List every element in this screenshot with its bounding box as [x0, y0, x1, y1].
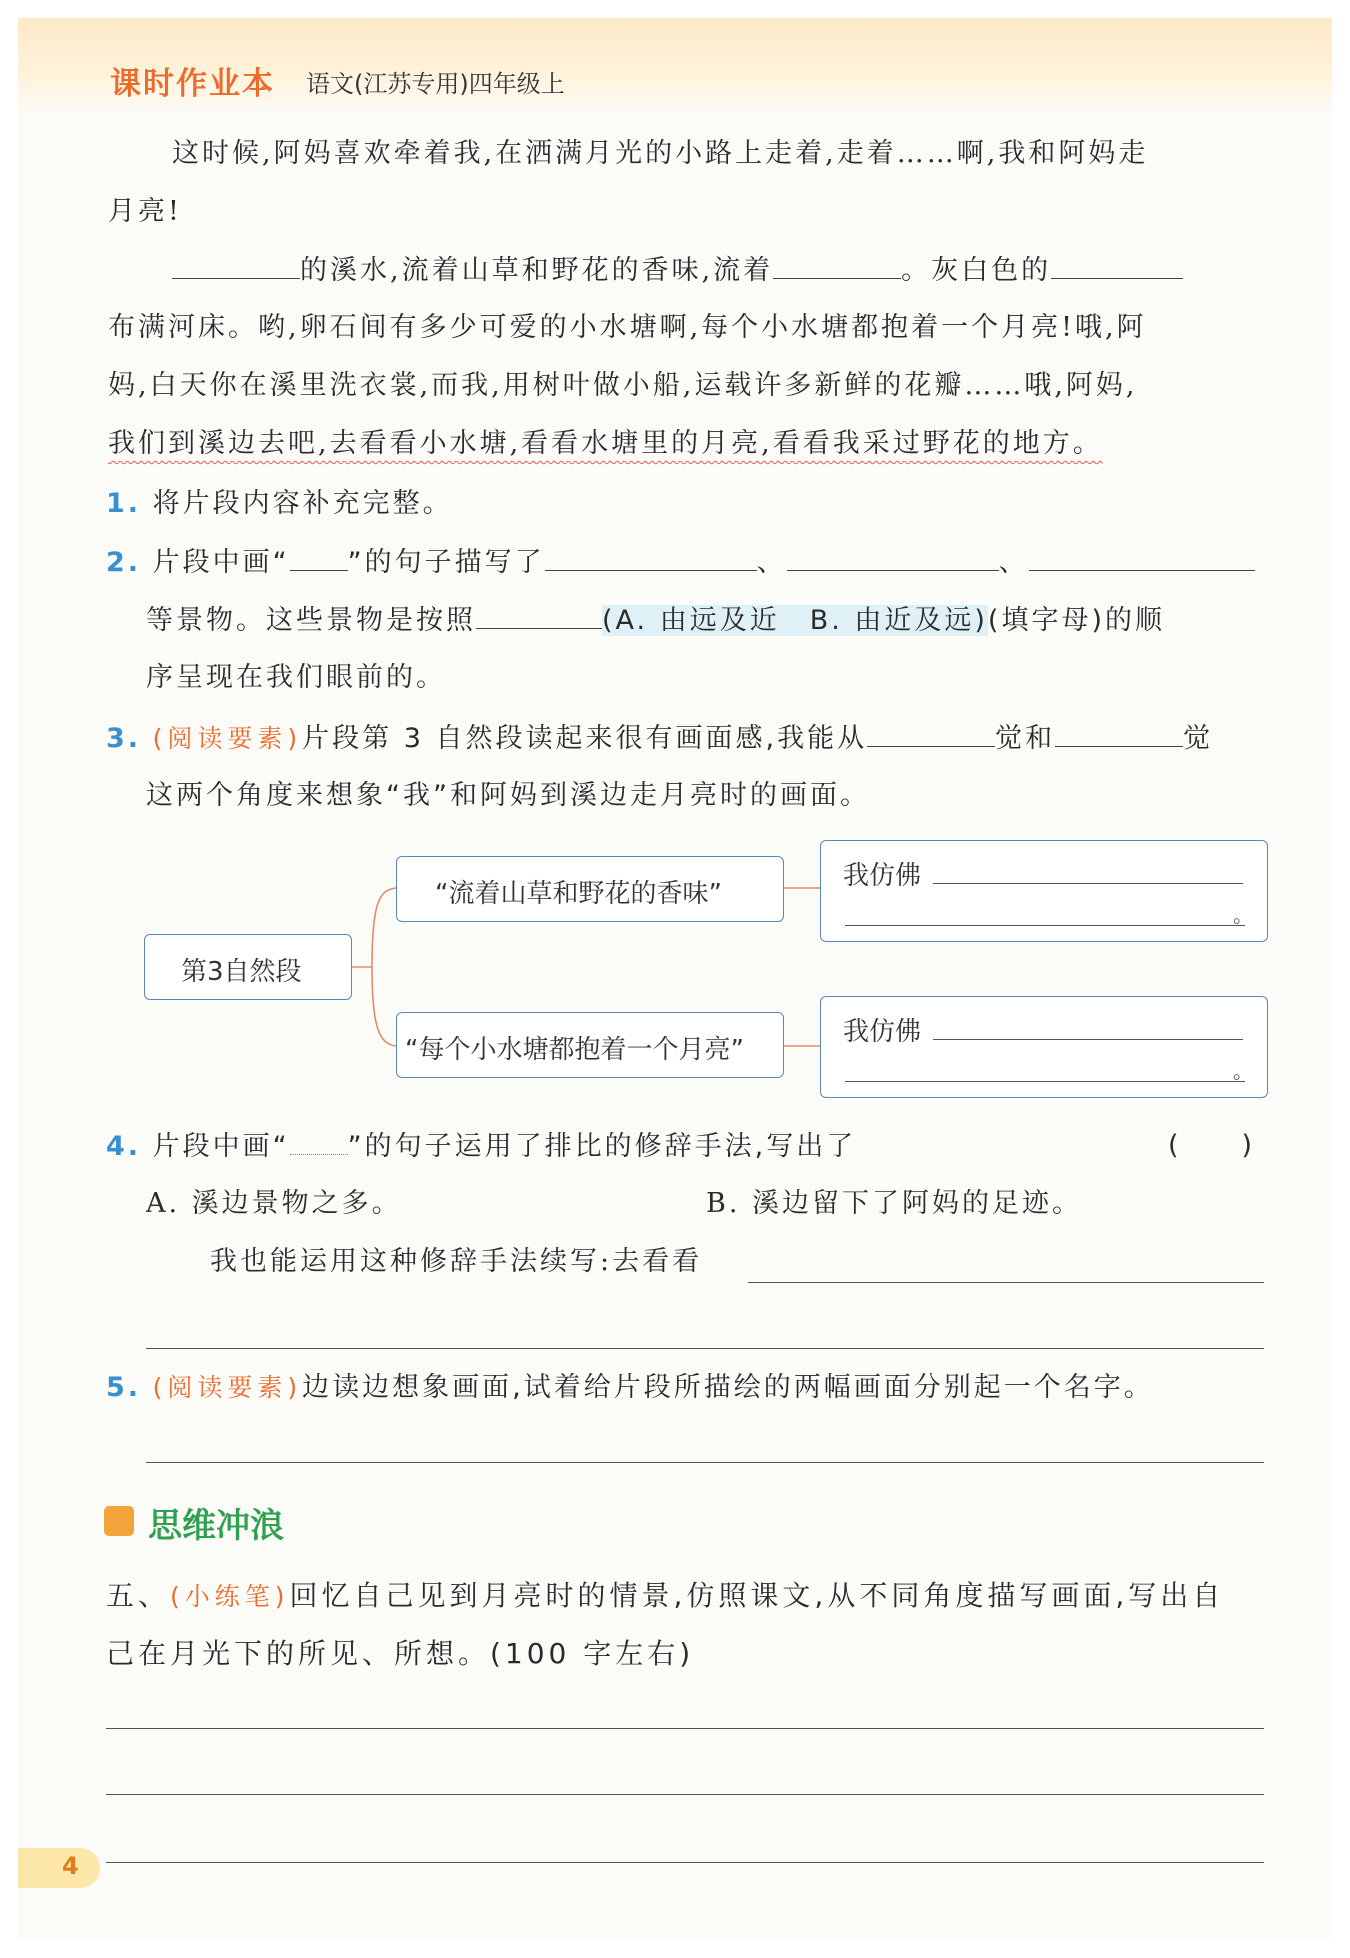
section-title: 思维冲浪	[148, 1506, 284, 1546]
question-3: 3. (阅读要素)片段第 3 自然段读起来很有画面感,我能从 觉和 觉	[106, 718, 1213, 759]
option-a: A. 溪边景物之多。	[146, 1188, 402, 1219]
answer-line[interactable]	[748, 1282, 1264, 1283]
options-highlight: (A. 由远及近 B. 由近及远)	[602, 605, 988, 636]
option-b: B. 溪边留下了阿妈的足迹。	[706, 1188, 1083, 1219]
answer-line[interactable]	[146, 1462, 1264, 1463]
book-subtitle: 语文(江苏专用)四年级上	[306, 70, 565, 98]
answer-parens[interactable]: ( )	[1168, 1130, 1256, 1161]
question-4: 4. 片段中画“ ”的句子运用了排比的修辞手法,写出了	[106, 1126, 856, 1167]
writing-line[interactable]	[106, 1794, 1264, 1795]
question-five: 五、(小练笔)回忆自己见到月亮时的情景,仿照课文,从不同角度描写画面,写出自	[106, 1579, 1225, 1612]
question-five-line2: 己在月光下的所见、所想。(100 字左右)	[106, 1637, 695, 1670]
question-5: 5. (阅读要素)边读边想象画面,试着给片段所描绘的两幅画面分别起一个名字。	[106, 1372, 1154, 1403]
diagram-branch-1: “流着山草和野花的香味”	[396, 856, 784, 922]
passage-line: 月亮!	[108, 196, 182, 227]
diagram-root: 第3自然段	[144, 934, 352, 1000]
answer-line[interactable]	[146, 1348, 1264, 1349]
passage-line-underlined: 我们到溪边去吧,去看看小水塘,看看水塘里的月亮,看看我采过野花的地方。	[108, 428, 1103, 459]
answer-box-2[interactable]: 我仿佛 。	[820, 996, 1268, 1098]
question-3-line2: 这两个角度来想象“我”和阿妈到溪边走月亮时的画面。	[146, 780, 870, 811]
passage-line: 妈,白天你在溪里洗衣裳,而我,用树叶做小船,运载许多新鲜的花瓣……哦,阿妈,	[108, 370, 1138, 401]
passage-line: 布满河床。哟,卵石间有多少可爱的小水塘啊,每个小水塘都抱着一个月亮!哦,阿	[108, 312, 1147, 343]
question-2-line2: 等景物。这些景物是按照 (A. 由远及近 B. 由近及远)(填字母)的顺	[146, 600, 1165, 641]
writing-line[interactable]	[106, 1862, 1264, 1863]
wave-icon	[104, 1506, 134, 1536]
brand-title: 课时作业本	[110, 66, 275, 102]
question-4-line3: 我也能运用这种修辞手法续写:去看看	[210, 1246, 703, 1277]
page-number-badge	[18, 1848, 100, 1888]
question-1: 1. 将片段内容补充完整。	[106, 488, 453, 519]
passage-line: 这时候,阿妈喜欢牵着我,在洒满月光的小路上走着,走着……啊,我和阿妈走	[172, 138, 1149, 169]
page-number: 4	[62, 1852, 79, 1880]
answer-box-1[interactable]: 我仿佛 。	[820, 840, 1268, 942]
diagram-branch-2: “每个小水塘都抱着一个月亮”	[396, 1012, 784, 1078]
passage-line: 的溪水,流着山草和野花的香味,流着 。灰白色的	[172, 250, 1183, 291]
question-2-line3: 序呈现在我们眼前的。	[146, 662, 446, 693]
fill-blank[interactable]	[290, 1126, 348, 1155]
writing-line[interactable]	[106, 1728, 1264, 1729]
question-2: 2. 片段中画“ ”的句子描写了 、 、	[106, 542, 1255, 583]
